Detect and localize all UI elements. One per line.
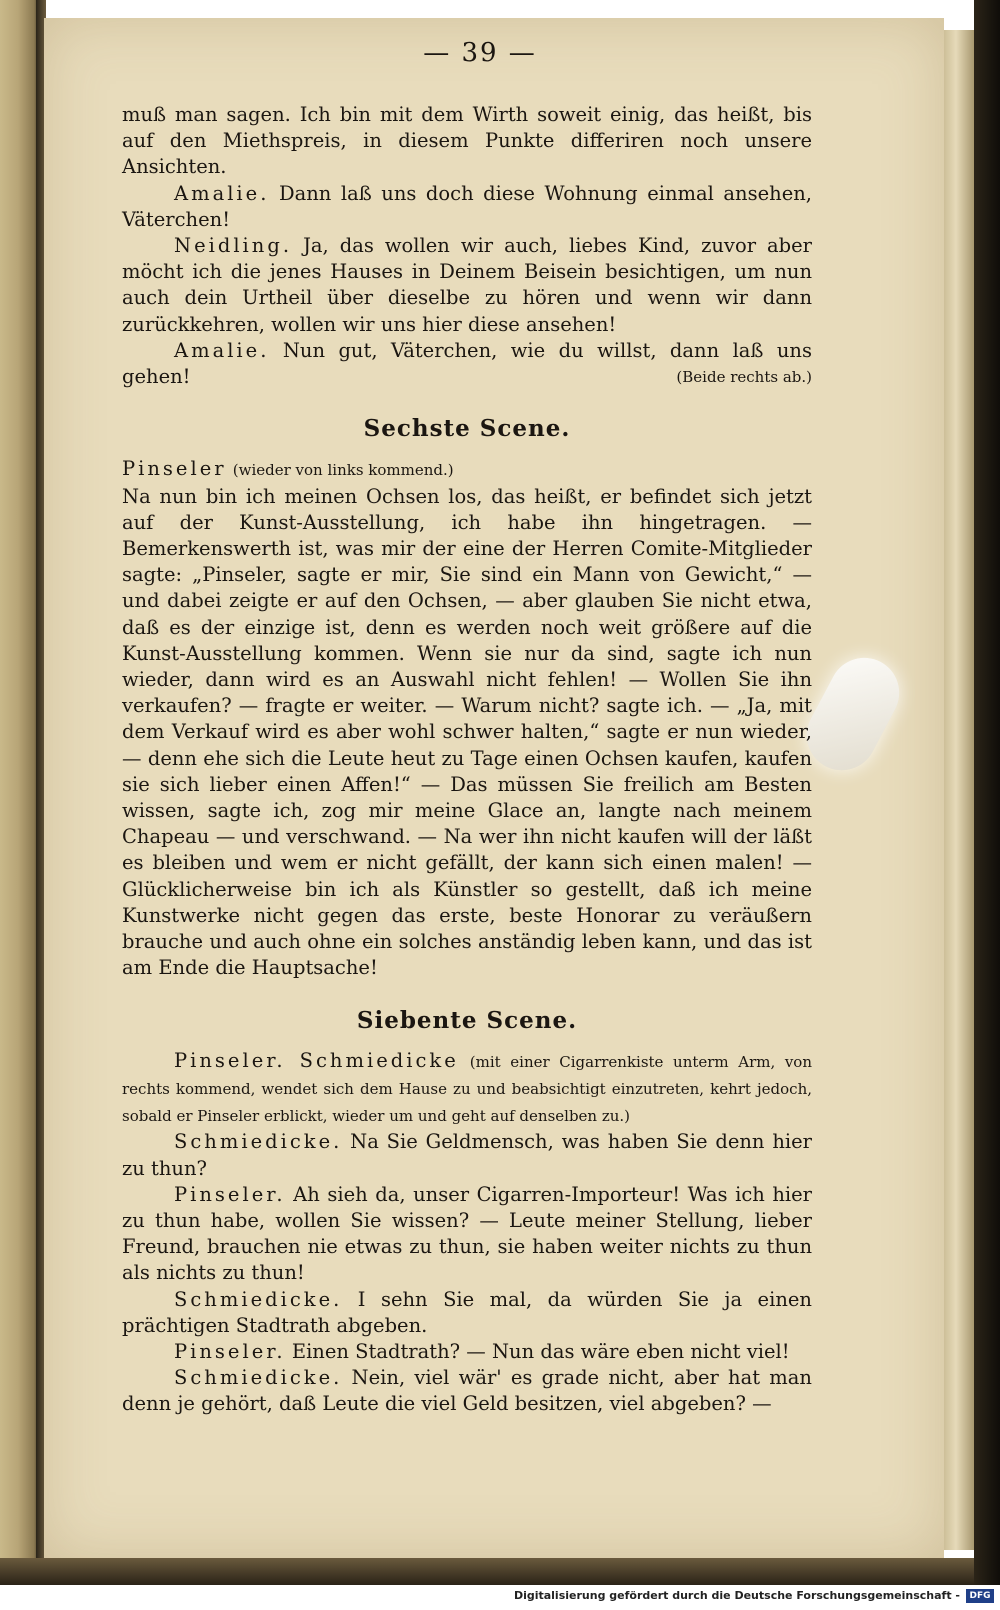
speaker-name: Schmiedicke. [174, 1366, 343, 1390]
dialogue-text: Dann laß uns doch diese Wohnung einmal ansehen, Väterchen! [122, 181, 812, 231]
stage-direction: (mit einer Cigarrenkiste unterm Arm, von rechts kommend, wendet sich dem Hause zu und beabsichtigt einzutreten, kehrt jedoch, sobald er Pinseler erblickt, wieder um und geht auf denselben zu.) [122, 1052, 813, 1126]
page-number: — 39 — [423, 38, 537, 68]
left-page-edge [0, 0, 40, 1585]
scene-entry-line [122, 456, 812, 483]
dfg-logo: DFG [966, 1589, 994, 1603]
dialogue-line [122, 1339, 812, 1365]
speaker-name: Schmiedicke. [174, 1130, 343, 1154]
dialogue-text: Ah sieh da, unser Cigarren-Importeur! Was ich hier zu thun habe, wollen Sie wissen? — Leute meiner Stellung, lieber Freund, brauchen nie etwas zu thun, sie haben weiter nichts zu thun als nichts zu thun! [122, 1182, 812, 1285]
speaker-names: Pinseler. Schmiedicke [174, 1048, 459, 1072]
speaker-name: Pinseler. [174, 1182, 286, 1206]
dialogue-text: Na Sie Geldmensch, was haben Sie denn hier zu thun? [122, 1130, 812, 1180]
dialogue-text: Nein, viel wär' es grade nicht, aber hat man denn je gehört, daß Leute die viel Geld besitzen, viel abgeben? — [122, 1366, 812, 1416]
speaker-name: Schmiedicke. [174, 1287, 343, 1311]
dark-background-bottom [0, 1558, 974, 1585]
dialogue-text: Ja, das wollen wir auch, liebes Kind, zuvor aber möcht ich die jenes Hauses in Deinem Beisein besichtigen, um nun auch dein Urtheil über dieselbe zu hören und wenn wir dann zurückkehren, wollen wir uns hier diese ansehen! [122, 234, 812, 336]
speaker-name: Neidling. [174, 234, 293, 258]
dialogue-line [122, 1182, 812, 1287]
dialogue-text: I sehn Sie mal, da würden Sie ja einen prächtigen Stadtrath abgeben. [122, 1287, 812, 1337]
dialogue-line [122, 1287, 812, 1339]
dialogue-line [122, 338, 812, 390]
paragraph-continuation: muß man sagen. Ich bin mit dem Wirth soweit einig, das heißt, bis auf den Miethspreis, in diesem Punkte differiren noch unsere Ansichten. [122, 103, 812, 179]
speaker-name: Amalie. [174, 181, 270, 205]
dark-background-right [974, 0, 1000, 1585]
monologue-text: Na nun bin ich meinen Ochsen los, das heißt, er befindet sich jetzt auf der Kunst-Ausstellung, ich habe ihn hingetragen. — Bemerkenswerth ist, was mir der eine der Herren Comite-Mitglieder sagte: „Pinseler, sagte er mir, Sie sind ein Mann von Gewicht,“ — und dabei zeigte er auf den Ochsen, — aber glauben Sie nicht etwa, daß es der einzige ist, denn es werden noch weit größere auf die Kunst-Ausstellung kommen. Wenn sie nur da sind, sagte ich nun wieder, dann wird es an Auswahl nicht fehlen! — Wollen Sie ihn verkaufen? — fragte er weiter. — Warum nicht? sagte ich. — „Ja, mit dem Verkauf wird es aber wohl schwer halten,“ sagte er nun wieder, — denn ehe sich die Leute heut zu Tage einen Ochsen kaufen, kaufen sie sich lieber einen Affen!“ — Das müssen Sie freilich am Besten wissen, sagte ich, zog mir meine Glace an, langte nach meinem Chapeau — und verschwand. — Na wer ihn nicht kaufen will der läßt es bleiben und wem er nicht gefällt, der kann sich einen malen! — Glücklicherweise bin ich als Künstler so gestellt, daß ich meine Kunstwerke nicht gegen das erste, beste Honorar zu veräußern brauche und auch ohne ein solches anständig leben kann, und das ist am Ende die Hauptsache! [122, 484, 812, 980]
dialogue-text: Einen Stadtrath? — Nun das wäre eben nicht viel! [291, 1339, 790, 1363]
stage-direction: (Beide rechts ab.) [676, 368, 812, 387]
dialogue-text: Nun gut, Väterchen, wie du willst, dann laß uns gehen! [122, 338, 812, 389]
digitization-credit: Digitalisierung gefördert durch die Deutsche Forschungsgemeinschaft - [513, 1589, 960, 1602]
scene-entry-line [122, 1048, 812, 1130]
dialogue-line [122, 233, 812, 338]
stage-direction: (wieder von links kommend.) [232, 461, 454, 480]
speaker-name: Pinseler [122, 457, 227, 481]
page-stack-edge [944, 30, 974, 1550]
scene-heading: Siebente Scene. [356, 1006, 578, 1034]
speaker-name: Pinseler. [174, 1339, 286, 1363]
scene-heading: Sechste Scene. [363, 415, 571, 443]
dialogue-line [122, 1365, 812, 1417]
dialogue-line [122, 1129, 812, 1181]
dialogue-line [122, 181, 812, 233]
page-body [122, 102, 812, 1418]
speaker-name: Amalie. [174, 338, 270, 362]
